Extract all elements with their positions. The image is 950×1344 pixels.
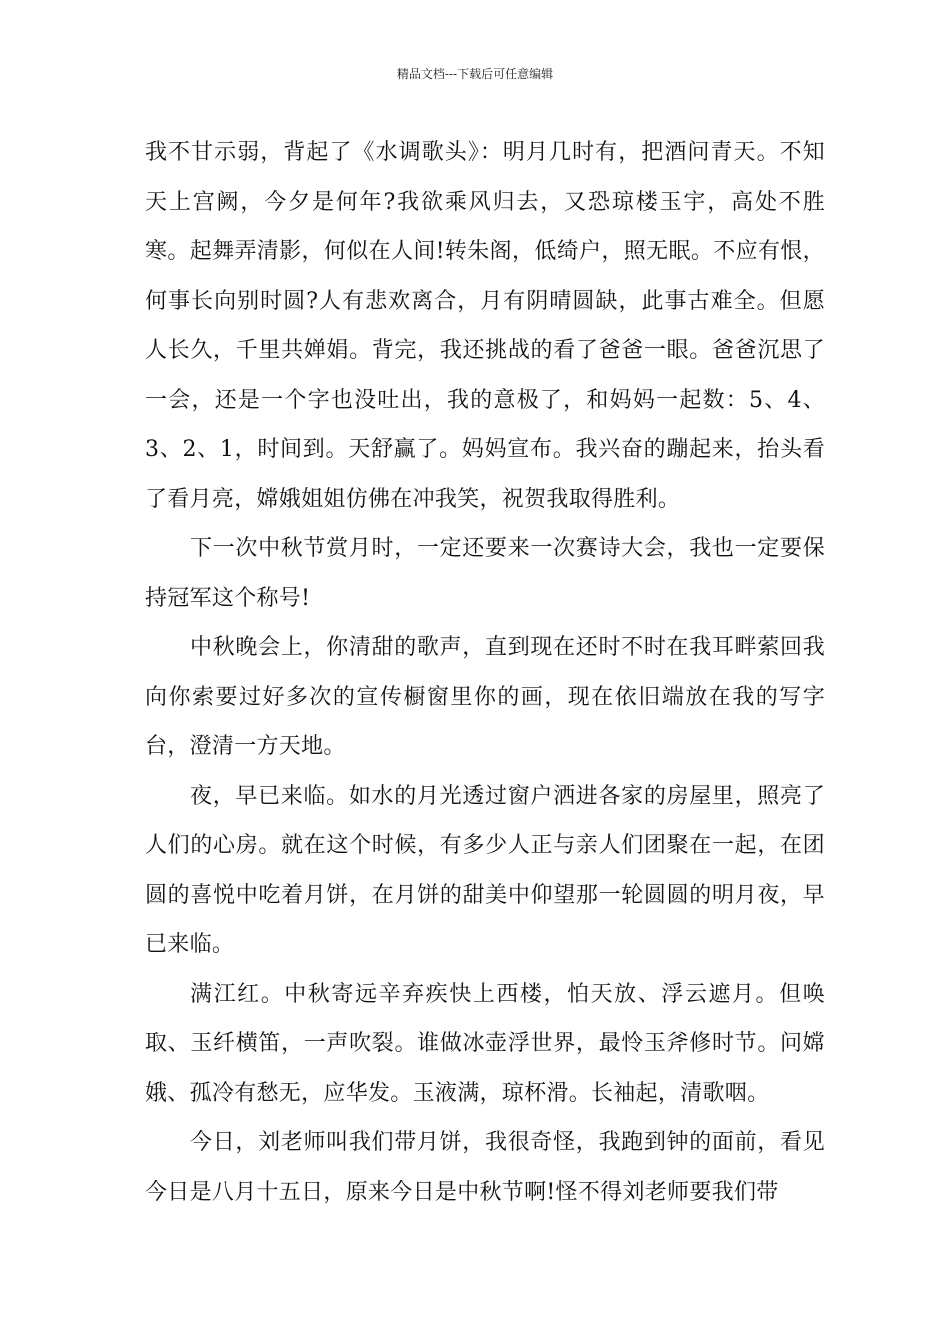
document-body — [145, 128, 825, 1217]
page-header: 精品文档---下载后可任意编辑 — [396, 67, 554, 81]
paragraph: 夜，早已来临。如水的月光透过窗户洒进各家的房屋里，照亮了人们的心房。就在这个时候，有多少人正与亲人们团聚在一起，在团圆的喜悦中吃着月饼，在月饼的甜美中仰望那一轮圆圆的明月夜，早已来临。 — [145, 783, 825, 957]
paragraph: 中秋晚会上，你清甜的歌声，直到现在还时不时在我耳畔萦回我向你索要过好多次的宣传橱窗里你的画，现在依旧端放在我的写字台，澄清一方天地。 — [145, 635, 825, 759]
paragraph: 今日，刘老师叫我们带月饼，我很奇怪，我跑到钟的面前，看见今日是八月十五日，原来今日是中秋节啊!怪不得刘老师要我们带 — [145, 1130, 825, 1205]
paragraph: 满江红。中秋寄远辛弃疾快上西楼，怕天放、浮云遮月。但唤取、玉纤横笛，一声吹裂。谁做冰壶浮世界，最怜玉斧修时节。问嫦娥、孤冷有愁无，应华发。玉液满，琼杯滑。长袖起，清歌咽。 — [145, 981, 825, 1106]
paragraph: 下一次中秋节赏月时，一定还要来一次赛诗大会，我也一定要保持冠军这个称号! — [145, 536, 825, 611]
paragraph: 我不甘示弱，背起了《水调歌头》：明月几时有，把酒问青天。不知天上宫阙，今夕是何年?我欲乘风归去，又恐琼楼玉宇，高处不胜寒。起舞弄清影，何似在人间!转朱阁，低绮户，照无眠。不应有恨，何事长向别时圆?人有悲欢离合，月有阴晴圆缺，此事古难全。但愿人长久，千里共婵娟。背完，我还挑战的看了爸爸一眼。爸爸沉思了一会，还是一个字也没吐出，我的意极了，和妈妈一起数：5、4、3、2、1，时间到。天舒赢了。妈妈宣布。我兴奋的蹦起来，抬头看了看月亮，嫦娥姐姐仿佛在冲我笑，祝贺我取得胜利。 — [145, 140, 825, 512]
